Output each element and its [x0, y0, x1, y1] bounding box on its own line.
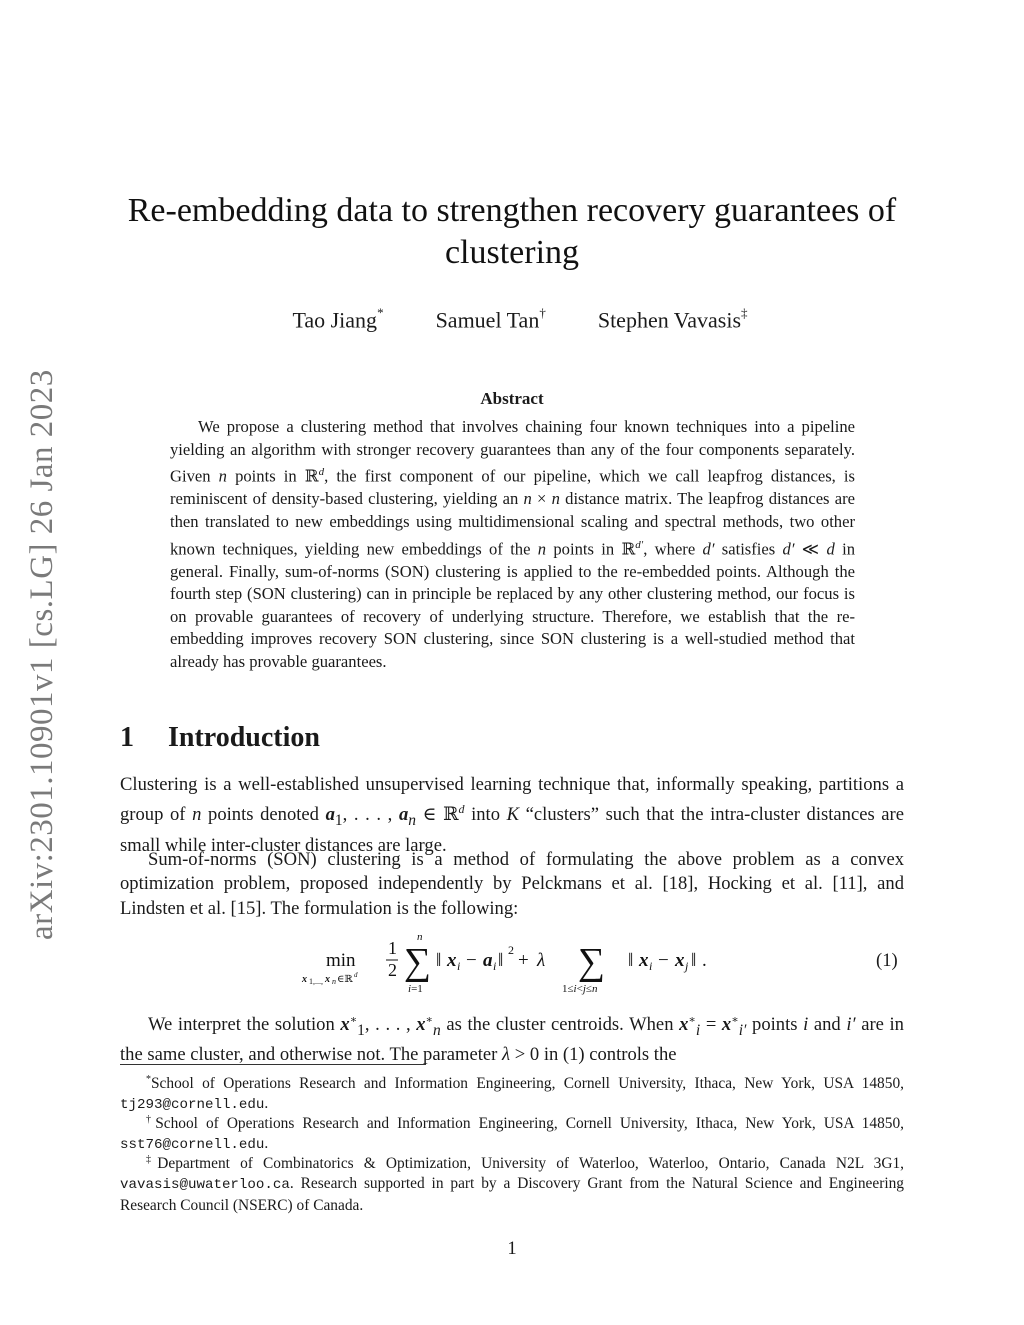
svg-text:.: . — [702, 950, 707, 971]
email-link[interactable]: tj293@cornell.edu — [120, 1097, 265, 1114]
svg-text:1,...,: 1,..., — [309, 977, 323, 986]
svg-text:2: 2 — [508, 943, 514, 957]
svg-text:∑: ∑ — [578, 941, 606, 983]
author: Samuel Tan† — [435, 305, 546, 333]
author-list — [200, 300, 840, 335]
svg-text:1≤i<j≤n: 1≤i<j≤n — [562, 983, 598, 995]
svg-text:n: n — [332, 977, 336, 986]
footnote: *School of Operations Research and Information Engineering, Cornell University, Ithaca, New York, USA 14850, tj293@cornell.edu. — [120, 1074, 904, 1114]
svg-text:‖: ‖ — [691, 950, 697, 971]
svg-text:‖: ‖ — [498, 950, 504, 971]
svg-text:−: − — [466, 950, 477, 971]
paper-title: Re-embedding data to strengthen recovery guarantees of clustering — [127, 192, 897, 271]
svg-text:x: x — [447, 950, 457, 971]
section-heading: 1 Introduction — [120, 722, 320, 753]
footnote-rule — [120, 1064, 426, 1065]
footnote: †School of Operations Research and Information Engineering, Cornell University, Ithaca, New York, USA 14850, sst76@cornell.edu. — [120, 1114, 904, 1154]
svg-text:1: 1 — [388, 938, 397, 958]
page-number: 1 — [507, 1238, 517, 1259]
svg-text:λ: λ — [537, 950, 546, 971]
svg-text:‖: ‖ — [436, 950, 442, 971]
svg-text:x: x — [675, 950, 685, 971]
svg-text:∈ℝ: ∈ℝ — [337, 974, 353, 985]
intro-paragraph: Sum-of-norms (SON) clustering is a method of formulating the above problem as a convex optimization problem, proposed independently by Pelckmans et al. [18], Hocking et al. [11], and Lindsten et al. [15]. The formulation is the following: — [120, 849, 904, 919]
abstract-body: We propose a clustering method that involves chaining four known techniques into a pipeline yielding an algorithm with stronger recovery guarantees than any of the four components separately. Given n points in ℝ$^d$, the first component of our pipeline, which we call leapfrog distances, is reminiscent of density-based clustering, yielding an n × n distance matrix. The leapfrog distances are then translated to new embeddings using multidimensional scaling and spectral methods, two other known techniques, yielding new embeddings of the n points in ℝ$^{d'}$, where d′ satisfies d′ ≪ d in general. Finally, sum-of-norms (SON) clustering is applied to the re-embedded points. Although the fourth step (SON clustering) can in principle be replaced by any other clustering method, our focus is on provable guarantees of recovery of underlying structure. Therefore, we establish that the re-embedding improves recovery SON clustering, since SON clustering is a well-studied method that already has provable guarantees. — [170, 417, 856, 671]
svg-text:d: d — [354, 971, 358, 979]
footnote: ‡Department of Combinatorics & Optimization, University of Waterloo, Waterloo, Ontario, Canada N2L 3G1, vavasis@uwaterloo.ca. Research supported in part by a Discovery Grant from the Natural Science and Engineering Research Council (NSERC) of Canada. — [120, 1154, 905, 1214]
intro-paragraph: Clustering is a well-established unsupervised learning technique that, informally speaking, partitions a group of n points denoted $a_1$, . . . , $a_n$ ∈ ℝ$^d$ into K “clusters” such that the intra-cluster distances are small while inter-cluster distances are large. — [120, 774, 905, 856]
svg-text:x: x — [302, 974, 307, 985]
equation-number: (1) — [876, 950, 898, 971]
svg-text:i: i — [457, 959, 461, 973]
svg-text:x: x — [639, 950, 649, 971]
author: Stephen Vavasis‡ — [597, 305, 748, 333]
svg-text:2: 2 — [388, 960, 397, 980]
svg-text:min: min — [326, 950, 356, 971]
email-link[interactable]: vavasis@uwaterloo.ca — [120, 1177, 290, 1194]
svg-text:i=1: i=1 — [408, 983, 423, 995]
arxiv-identifier: arXiv:2301.10901v1 [cs.LG] 26 Jan 2023 — [24, 369, 60, 940]
svg-text:+: + — [518, 950, 529, 971]
email-link[interactable]: sst76@cornell.edu — [120, 1137, 265, 1154]
svg-text:i: i — [493, 959, 497, 973]
svg-text:n: n — [417, 931, 423, 943]
svg-text:∑: ∑ — [404, 941, 432, 983]
equation-son — [290, 930, 910, 1000]
svg-text:−: − — [658, 950, 669, 971]
abstract-heading: Abstract — [480, 389, 544, 408]
svg-text:j: j — [685, 959, 689, 973]
author: Tao Jiang* — [292, 305, 384, 333]
svg-text:x: x — [325, 974, 330, 985]
svg-text:i: i — [649, 959, 653, 973]
intro-paragraph: We interpret the solution $x^∗_1$, . . . , $x^∗_n$ as the cluster centroids. When $x^∗_i = x^∗_{i'}$ points i and i′ are in the same cluster, and otherwise not. The parameter λ > 0 in (1) controls the — [120, 1014, 904, 1066]
svg-text:‖: ‖ — [628, 950, 634, 971]
svg-text:a: a — [483, 950, 493, 971]
